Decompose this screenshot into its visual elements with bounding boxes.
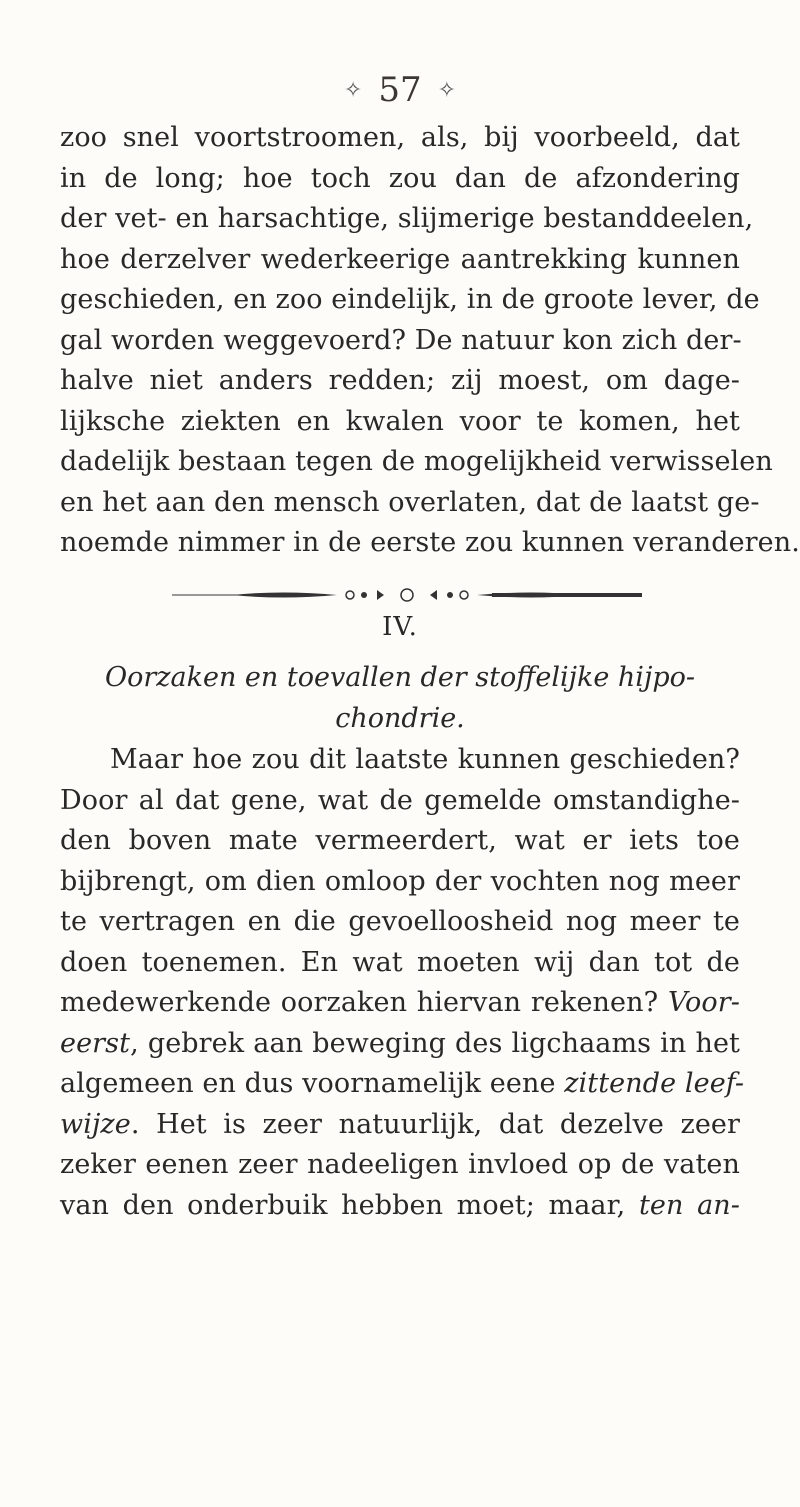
page-number: 57: [378, 70, 422, 110]
ornamental-divider-icon: [172, 588, 642, 602]
text-line: [60, 1064, 745, 1105]
text-line: en het aan den mensch overlaten, dat de laatst ge-: [60, 486, 760, 518]
paragraph-continuation: [60, 118, 800, 564]
section-number: IV.: [382, 612, 418, 642]
section-paragraph: [60, 740, 745, 1226]
text-line: Door al dat gene, wat de gemelde omstandighe-: [60, 784, 740, 816]
text-line: [60, 983, 740, 1024]
text-line: halve niet anders redden; zij moest, om dage-: [60, 365, 740, 396]
text-line: bijbrengt, om dien omloop der vochten nog meer: [60, 865, 740, 897]
italic-text: ten an-: [638, 1189, 740, 1221]
section-title: [60, 658, 740, 739]
text-line: geschieden, en zoo eindelijk, in de groote lever, de: [60, 284, 760, 315]
page-header: [0, 70, 800, 110]
italic-text: Voor-: [667, 987, 740, 1018]
section-title-line: chondrie.: [335, 702, 465, 734]
text-line: gal worden weggevoerd? De natuur kon zich der-: [60, 324, 742, 356]
text-run: , gebrek aan beweging des ligchaams in het: [130, 1027, 740, 1059]
italic-text: wijze: [60, 1108, 131, 1140]
text-line: der vet- en harsachtige, slijmerige bestanddeelen,: [60, 203, 754, 234]
text-run: van den onderbuik hebben moet; maar,: [60, 1189, 639, 1221]
text-run: algemeen en dus voornamelijk eene: [60, 1068, 565, 1099]
italic-text: eerst: [60, 1027, 131, 1059]
text-run: medewerkende oorzaken hiervan rekenen?: [60, 987, 668, 1018]
text-line: hoe derzelver wederkeerige aantrekking kunnen: [60, 243, 740, 275]
text-line: den boven mate vermeerdert, wat er iets toe: [60, 825, 740, 856]
text-line: zeker eenen zeer nadeeligen invloed op de vaten: [60, 1149, 740, 1180]
text-line: noemde nimmer in de eerste zou kunnen veranderen.: [60, 527, 800, 558]
text-line: [60, 1186, 740, 1227]
text-line: te vertragen en die gevoelloosheid nog meer te: [60, 906, 740, 937]
text-line: dadelijk bestaan tegen de mogelijkheid verwisselen: [60, 446, 773, 477]
text-line: Maar hoe zou dit laatste kunnen geschieden?: [110, 744, 740, 775]
text-line: [60, 1105, 740, 1146]
italic-text: zittende leef-: [564, 1068, 745, 1099]
ornament-left-icon: ✧: [343, 77, 363, 103]
text-line: [60, 1024, 740, 1065]
section-title-line: Oorzaken en toevallen der stoffelijke hijpo-: [105, 662, 695, 693]
text-line: doen toenemen. En wat moeten wij dan tot de: [60, 946, 740, 978]
text-run: . Het is zeer natuurlijk, dat dezelve zeer: [130, 1108, 740, 1140]
text-line: zoo snel voortstroomen, als, bij voorbeeld, dat: [60, 122, 740, 153]
text-line: lijksche ziekten en kwalen voor te komen, het: [60, 405, 740, 437]
text-line: in de long; hoe toch zou dan de afzondering: [60, 162, 740, 194]
ornament-right-icon: ✧: [437, 77, 457, 103]
